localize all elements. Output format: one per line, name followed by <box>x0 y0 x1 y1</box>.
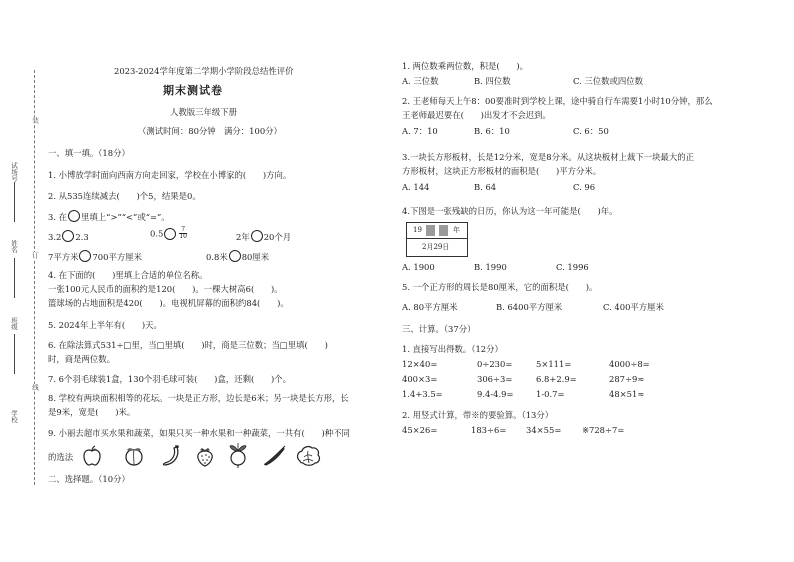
exam-no-label: 试场号 <box>10 162 18 182</box>
section-1-heading: 一、填一填。（18分） <box>48 148 130 158</box>
q6-line-b: 时，商是两位数。 <box>48 354 115 364</box>
calc-r3-c1: 1.4+3.5= <box>402 389 443 399</box>
r-q3-opt-a: A. 144 <box>402 182 430 192</box>
class-line <box>14 334 15 374</box>
r-q4-opt-c: C. 1996 <box>556 262 589 272</box>
calc-r1-c3: 5×111= <box>536 359 572 369</box>
bind-char-3: 线 <box>31 384 39 391</box>
q8-line-a: 8. 学校有两块面积相等的花坛。一块是正方形，边长是6米；另一块是长方形，长 <box>48 393 349 403</box>
q9-line-b: 的选法 <box>48 452 74 462</box>
q5-fill: 5. 2024年上半年有( )天。 <box>48 320 162 330</box>
q3-r1c-left: 2年 <box>236 232 250 242</box>
calc-r3-c3: 1-0.7= <box>536 389 565 399</box>
q3-r2a-right: 700平方厘米 <box>92 252 142 262</box>
q8-line-b: 是9米，宽是( )米。 <box>48 407 136 417</box>
calc-r3-c4: 48×51≈ <box>609 389 645 399</box>
r-q5-opt-a: A. 80平方厘米 <box>402 302 458 312</box>
section-2-heading: 二、选择题。（10分） <box>48 474 130 484</box>
cucumber-icon <box>262 445 286 467</box>
r-q2-opt-c: C. 6：50 <box>573 126 609 136</box>
calc-r2-c3: 6.8+2.9= <box>536 374 577 384</box>
r-q5-opt-b: B. 6400平方厘米 <box>496 302 563 312</box>
frac-numerator: 7 <box>181 226 186 233</box>
calc2-item-1: 45×26= <box>402 425 438 435</box>
compare-circle-r1a[interactable] <box>62 230 74 242</box>
calc2-item-4: ※728÷7= <box>582 425 625 435</box>
q2-fill: 2. 从535连续减去( )个5，结果是0。 <box>48 191 201 201</box>
name-label: 姓名 <box>10 240 18 253</box>
q3-r1b-left: 0.5 <box>150 228 164 239</box>
r-q3-opt-b: B. 64 <box>474 182 497 192</box>
compare-circle-r1c[interactable] <box>251 230 263 242</box>
q6-line-a: 6. 在除法算式531÷□里，当□里填( )时，商是三位数；当□里填( ) <box>48 340 328 350</box>
blank-circle[interactable] <box>68 210 80 222</box>
r-q4-opt-a: A. 1900 <box>402 262 435 272</box>
r-q5-opt-c: C. 400平方厘米 <box>603 302 664 312</box>
r-q5: 5. 一个正方形的周长是80厘米，它的面积是( )。 <box>402 282 598 292</box>
q3-r1a-right: 2.3 <box>75 232 89 242</box>
calendar-year-prefix: 19 <box>413 226 422 234</box>
banana-icon <box>160 444 182 468</box>
q9-line-a: 9. 小丽去超市买水果和蔬菜，如果只买一种水果和一种蔬菜，一共有( )种不同 <box>48 428 350 438</box>
r-q3-line-b: 方形板材，这块正方形板材的面积是( )平方分米。 <box>402 166 602 176</box>
calendar-date: 2月29日 <box>422 243 450 251</box>
calendar-missing-digit-2 <box>439 225 448 236</box>
r-q2-opt-a: A. 7：10 <box>402 126 438 136</box>
calc2-item-2: 183÷6= <box>471 425 507 435</box>
calendar-missing-digit-1 <box>426 225 435 236</box>
r-q1: 1. 两位数乘两位数，积是( )。 <box>402 61 529 71</box>
radish-icon <box>226 442 250 468</box>
q3-instruction: 里填上“>”“<”或“=”。 <box>81 212 170 222</box>
calc-r2-c1: 400×3= <box>402 374 438 384</box>
compare-circle-r2b[interactable] <box>229 250 241 262</box>
q3-row1-c <box>236 230 291 242</box>
q3-row1-b <box>150 227 189 240</box>
q4-fill: 4. 在下面的( )里填上合适的单位名称。 <box>48 270 208 280</box>
page-title: 期末测试卷 <box>163 84 223 97</box>
calc-r1-c1: 12×40= <box>402 359 438 369</box>
q3-row2-b <box>206 250 269 262</box>
test-info: （测试时间：80分钟 满分：100分） <box>138 126 282 136</box>
q1-fill: 1. 小博放学时面向西南方向走回家，学校在小博家的( )方向。 <box>48 170 292 180</box>
r-q2-opt-b: B. 6：10 <box>474 126 510 136</box>
calc2-item-3: 34×55= <box>526 425 562 435</box>
calc-2-heading: 2. 用竖式计算，带※的要验算。（13分） <box>402 410 554 420</box>
fraction-seven-tenths <box>179 227 187 240</box>
r-q4-opt-b: B. 1990 <box>474 262 507 272</box>
torn-calendar <box>406 222 468 257</box>
class-label: 班级 <box>10 317 18 330</box>
peach-icon <box>122 444 146 468</box>
q3-row2-a <box>48 250 142 262</box>
bind-char-2: 订 <box>31 252 39 259</box>
compare-circle-r1b[interactable] <box>164 228 176 240</box>
calendar-separator <box>407 238 467 239</box>
q4-line-b: 篮球场的占地面积是420( )。电视机屏幕的面积约84( )。 <box>48 298 289 308</box>
q3-fill <box>48 210 170 222</box>
q7-fill: 7. 6个羽毛球装1盒，130个羽毛球可装( )盒，还剩( )个。 <box>48 374 291 384</box>
r-q3-line-a: 3.一块长方形板材，长是12分米，宽是8分米。从这块板材上裁下一块最大的正 <box>402 152 694 162</box>
q4-line-a: 一张100元人民币的面积约是120( )。一棵大树高6( )。 <box>48 284 283 294</box>
cabbage-icon <box>294 443 322 469</box>
r-q1-opt-c: C. 三位数或四位数 <box>573 76 644 86</box>
calc-1-heading: 1. 直接写出得数。（12分） <box>402 344 503 354</box>
apple-icon <box>80 444 104 468</box>
q3-r1a-left: 3.2 <box>48 232 62 242</box>
calendar-year-suffix: 年 <box>453 226 460 234</box>
school-label: 学校 <box>10 410 18 423</box>
calc-r2-c2: 306÷3= <box>477 374 513 384</box>
r-q1-opt-a: A. 三位数 <box>402 76 439 86</box>
exam-no-line <box>14 182 15 222</box>
exam-subtitle: 2023-2024学年度第二学期小学阶段总结性评价 <box>114 66 294 76</box>
section-3-heading: 三、计算。（37分） <box>402 324 476 334</box>
compare-circle-r2a[interactable] <box>79 250 91 262</box>
calc-r1-c2: 0÷230= <box>477 359 513 369</box>
q3-r1c-right: 20个月 <box>263 232 292 242</box>
calc-r1-c4: 4000÷8= <box>609 359 650 369</box>
edition-label: 人教版三年级下册 <box>170 107 237 117</box>
bind-char-1: 装 <box>31 117 39 124</box>
r-q1-opt-b: B. 四位数 <box>474 76 511 86</box>
r-q3-opt-c: C. 96 <box>573 182 596 192</box>
frac-denominator: 10 <box>179 233 187 240</box>
r-q2-line-b: 王老师最迟要在( )出发才不会迟到。 <box>402 110 551 120</box>
binding-dashed-line <box>34 70 35 485</box>
name-line <box>14 258 15 298</box>
q3-r2b-left: 0.8米 <box>206 252 228 262</box>
r-q4: 4.下图是一张残缺的日历，你认为这一年可能是( )年。 <box>402 206 618 216</box>
q3-r2a-left: 7平方米 <box>48 252 79 262</box>
q3-r2b-right: 80厘米 <box>241 252 270 262</box>
calc-r3-c2: 9.4-4.9= <box>477 389 514 399</box>
q3-prefix: 3. 在 <box>48 212 68 222</box>
calc-r2-c4: 287÷9≈ <box>609 374 645 384</box>
q3-row1-a <box>48 230 89 242</box>
r-q2-line-a: 2. 王老师每天上午8：00要准时到学校上课，途中骑自行车需要1小时10分钟，那么 <box>402 96 713 106</box>
strawberry-icon <box>194 444 216 468</box>
